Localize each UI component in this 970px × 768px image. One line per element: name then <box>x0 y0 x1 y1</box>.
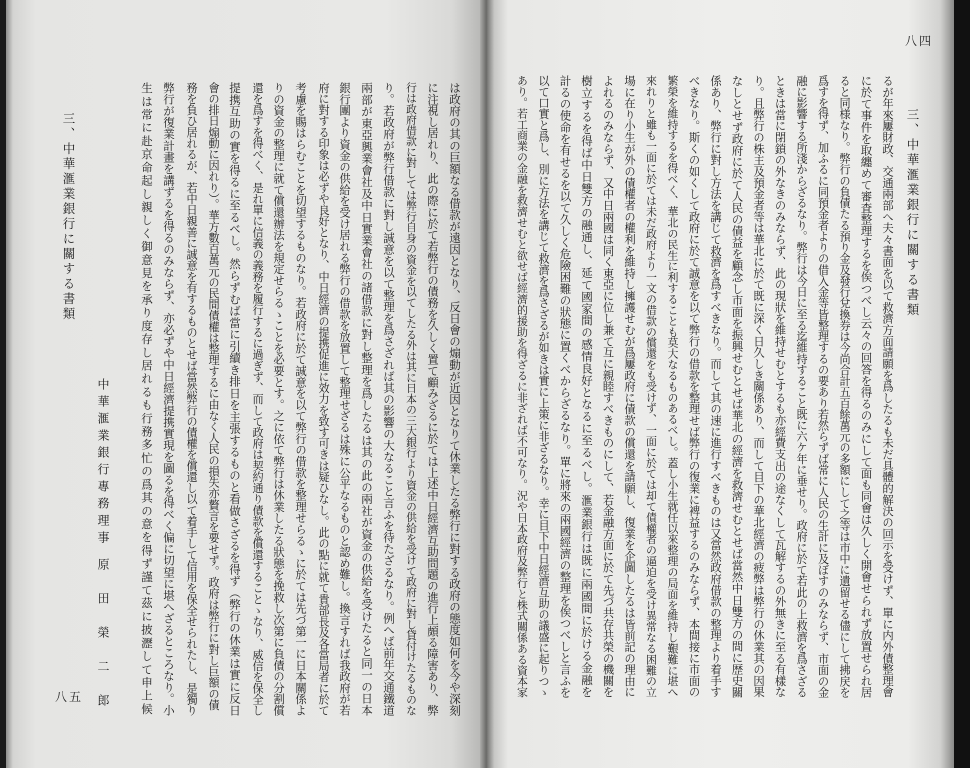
body-column: あり。若工商業の金融を救濟せむと欲せば經濟的援助を得ざるに非ざれば不可なり。況や日本政府及弊行と株式關係ある資本家 <box>515 75 529 698</box>
body-column: 樹立するを得ば中日雙方の融通し、延て國家間の感情良好となるに至るべし。滙業銀行は既に兩國間に於ける金融を <box>580 75 594 698</box>
body-column: に於て事件を取纏めて審査整理するを俟つべし云々の回答を得るのみにして面も同會は久しく開會せられず放置せられ居 <box>859 75 874 698</box>
body-column: 計るの使命を有せるを以て久しく危險困難の狀態に置くべからざるなり。單に將來の兩國經濟の整理を俟つべしと言ふを <box>558 75 573 698</box>
signature-name: 原 田 榮 二 郎 <box>96 558 110 711</box>
signature-title: 中華滙業銀行專務理事 <box>96 378 110 548</box>
body-column: 弊行が復業計畫を講ずるを得るのみならず、亦必ずや中日經濟提携實現を圖るを得べく偏に切望に堪へざるところなり。小 <box>162 82 176 716</box>
right-page <box>494 0 954 768</box>
body-column: るが年來屢財政、交通兩部へ夫々書面を以て救濟方面請願を爲したるも未だ具體的解決の回示を受けず、單に内外債整理會 <box>881 75 895 698</box>
body-column: 以て口實と爲し、別に方法を講じて救濟を爲さざるが如きは實に上策に非ざるなり。幸に目下中日經濟互助の議盛に起りつゝ <box>537 75 550 698</box>
body-column: ると同様なり。弊行の負債たる預り金及發行兌換券は今尚合計五百餘萬元の多額にして之等は市中に遺留せる儘にして拂戻を <box>838 75 851 698</box>
body-column: 繁榮を維持するを得べく、華北の民生に利することも莫大なるものあるべし。蓋し小生就任以來整理の局面を維持し艱難に堪へ <box>666 75 679 698</box>
body-column: べきなり。斯くの如くして政府に於て誠意を以て弊行の借款を整理せば弊行の復業に裨益するのみならず、本間接に市面の <box>687 75 702 698</box>
body-column: 融に影響する所淺からざるなり。弊行は今日に至る迄維持すること既に六ケ年に垂せり。政府に於て若此の上救濟を爲さざる <box>795 75 808 698</box>
right-body-text <box>511 75 898 700</box>
body-column: り。若政府が弊行借款に對し誠意を以て整理を爲さざれば其の影響の大なること言ふを待たざるなり。例へば前年交通鐵道 <box>382 82 396 716</box>
page-number: 八五 <box>55 690 84 704</box>
body-column: 提携互助の實を得るに至るべし。然らずむば當に引續き排日を主張するものと看做さざるを得ず（弊行の休業は實に反日 <box>228 82 242 716</box>
body-column: 來れりと雖も一面に於ては未だ政府より一文の借款の償還をも受けず、一面に於ては却て債權者の逼迫を受け異常なる困難の立 <box>644 75 658 698</box>
left-page <box>6 0 480 768</box>
left-body-text <box>136 82 466 718</box>
body-column: 府に對する印象は必ずや良好となり、中日經濟の提携促進に效力を致す可きは疑ひなし。此の點に就て貴部長及各當局者に於て <box>317 82 330 716</box>
body-column: よれるのみならず、又中日兩國は同く東亞に位し兼て互に親睦すべきものにして、若金融方面に於て先づ共存共榮の機關を <box>601 75 616 698</box>
body-column: 還を爲すを得べく、是れ單に信義の義務を履行するに過ぎず、而して政府は契約通り債款を償還することゝなり、威信を保全し <box>251 82 264 716</box>
running-head: 三、中華滙業銀行に關する書類 <box>905 108 920 318</box>
body-column: 考慮を賜はらむことを切望するものなり。若政府に於て誠意を以て弊行の借款を整理せらるゝに於ては先づ第一に日本關係よ <box>294 82 308 716</box>
body-column: なしとせず政府に於て人民の債益を顧念し市面を振興せむとせば華北の經濟を救濟せむとせば當然中日雙方の間に歴史關 <box>730 75 745 698</box>
body-column: 係あり、弊行に對し方法を講じて救濟を爲すべきなり。而して其の速に進行すべきものは又當然政府借款の整理より着手す <box>709 75 723 698</box>
scan-edge <box>954 0 970 768</box>
body-column: 銀行團より資金の供給を受け居れる弊行の借款を放置して整理せざるは殊に公平なるものと認め難し。換言すれば我政府が若 <box>338 82 352 716</box>
running-head: 三、中華滙業銀行に關する書類 <box>61 112 76 322</box>
body-column: ときは當に閉鎖の外なきのみならず、此の現狀を維持せむとするも亦經費支出の途なくして瓦解するの外無きに至る有樣な <box>773 75 788 698</box>
book-gutter <box>480 0 494 768</box>
body-column: に注視し居れり、此の際に於て若弊行の債務を久しく置て顧みざるに於ては上述中日經濟互助問題の進行上頗る障害あり、弊 <box>426 82 440 716</box>
page-number: 八四 <box>905 34 934 48</box>
body-column: り。且弊行の株主及預金者等は華北に於て既に深く日久しき關係あり、而して目下の華北經濟の疲弊は弊行の休業其の因果 <box>752 75 766 698</box>
body-column: 會の排日煽動に因れり）。華方數百萬元の民間債權は整理するに由なく人民の損失亦贅言を要せず。政府は弊行に對し巨額の債 <box>207 82 220 711</box>
body-column: 生は常に赴京命起し親しく御意見を承り度存し居れるも行務多忙の爲其の意を得ず謹て茲に披瀝して申上候 <box>140 82 154 716</box>
body-column: 兩部が東亞興業會社及中日實業會社の諸借款に對し整理を爲したるは其の此の兩社が資金の供給を受けたると同一の日本 <box>360 82 374 716</box>
body-column: りの資金の整理に就て償還辦法を規定せらるゝことを必要とす。之に依て弊行は休業したる狀態を挽救し次第に負債の分割償 <box>272 82 286 716</box>
body-column: 場に在り小生が外の債權者の權利を維持し擁護せむが爲屢政府に債款の償還を請願し、復業を企圖したるは皆前記の理由に <box>623 75 637 698</box>
body-column: は政府の其の巨額なる借款が遠因となり、反日會の煽動が近因となりて休業したる弊行に對する政府の態度如何を今や深刻 <box>448 82 462 716</box>
body-column: 爲すを得ず、加ふるに同預金者よりの借入金等皆整理するの要あり若然らずば常に人民の生計に及ぼすのみならず、市面の金 <box>816 75 830 698</box>
body-column: 務を負ひ居れるが、若中日親善に誠意を有するものとせば當然弊行の債權を償還し以て着手して信用を保全せられたし、是獨り <box>185 82 198 716</box>
body-column: 行は政府借款に對しては弊行自身の資金を以てしたる外は其に日本の三大銀行より資金の供給を受けて政府に對し貸付けたるものな <box>405 82 418 716</box>
